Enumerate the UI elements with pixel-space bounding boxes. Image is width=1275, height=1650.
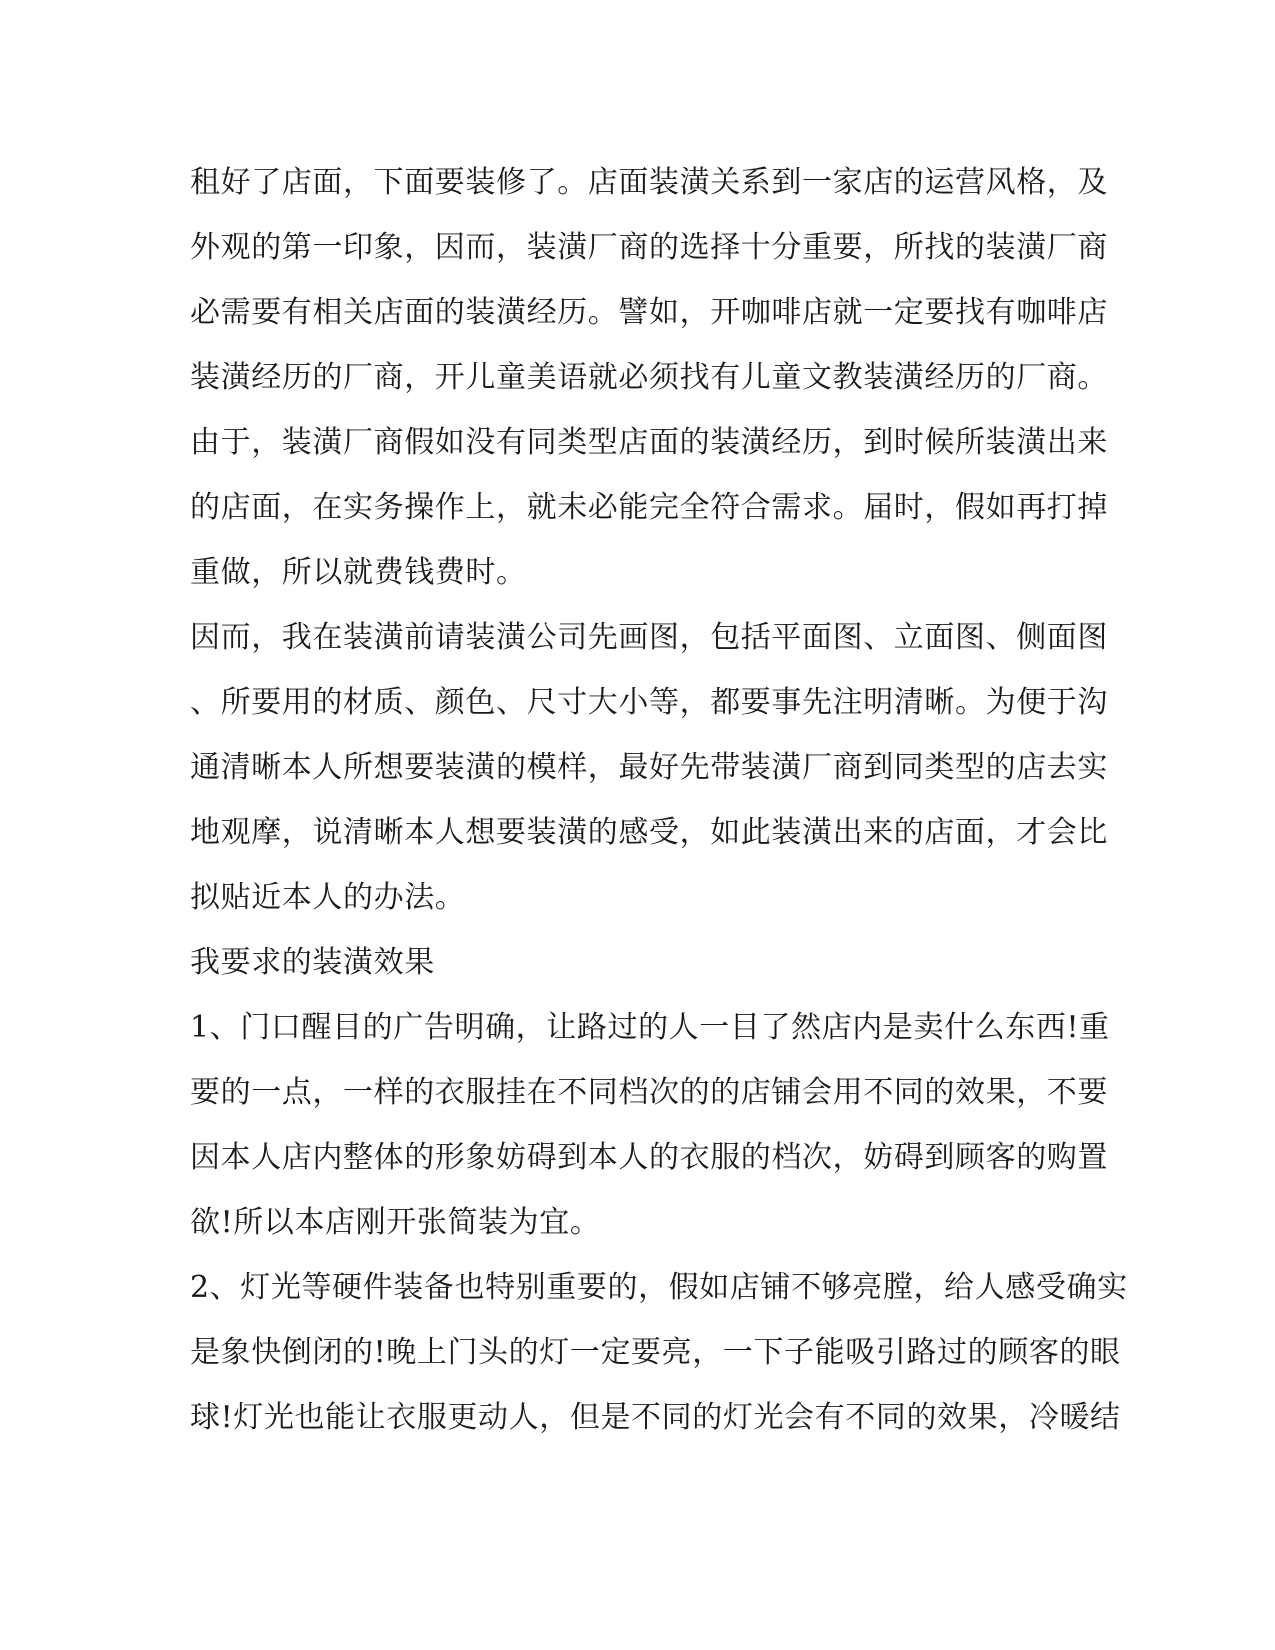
text-line: 要的一点，一样的衣服挂在不同档次的的店铺会用不同的效果，不要: [190, 1075, 1108, 1110]
text-line: 因而，我在装潢前请装潢公司先画图，包括平面图、立面图、侧面图: [190, 620, 1108, 655]
text-line: 的店面，在实务操作上，就未必能完全符合需求。届时，假如再打掉: [190, 490, 1108, 525]
text-line: 由于，装潢厂商假如没有同类型店面的装潢经历，到时候所装潢出来: [190, 425, 1108, 460]
text-line: 租好了店面，下面要装修了。店面装潢关系到一家店的运营风格，及: [190, 165, 1108, 200]
text-line: 必需要有相关店面的装潢经历。譬如，开咖啡店就一定要找有咖啡店: [190, 295, 1108, 330]
text-line: 1、门口醒目的广告明确，让路过的人一目了然店内是卖什么东西!重: [190, 1010, 1110, 1045]
text-line: 欲!所以本店刚开张简装为宜。: [190, 1205, 601, 1240]
text-line: 地观摩，说清晰本人想要装潢的感受，如此装潢出来的店面，才会比: [190, 815, 1108, 850]
text-line: 因本人店内整体的形象妨碍到本人的衣服的档次，妨碍到顾客的购置: [190, 1140, 1108, 1175]
text-line: 、所要用的材质、颜色、尺寸大小等，都要事先注明清晰。为便于沟: [190, 685, 1108, 720]
text-line: 重做，所以就费钱费时。: [190, 555, 527, 590]
text-line: 是象快倒闭的!晚上门头的灯一定要亮，一下子能吸引路过的顾客的眼: [190, 1335, 1121, 1370]
text-line: 2、灯光等硬件装备也特别重要的，假如店铺不够亮膛，给人感受确实: [190, 1270, 1128, 1305]
text-line: 通清晰本人所想要装潢的模样，最好先带装潢厂商到同类型的店去实: [190, 750, 1108, 785]
document-body: [190, 150, 1128, 1450]
section-heading: 我要求的装潢效果: [190, 945, 435, 980]
text-line: 外观的第一印象，因而，装潢厂商的选择十分重要，所找的装潢厂商: [190, 230, 1108, 265]
text-line: 球!灯光也能让衣服更动人，但是不同的灯光会有不同的效果，冷暖结: [190, 1400, 1121, 1435]
text-line: 拟贴近本人的办法。: [190, 880, 466, 915]
text-line: 装潢经历的厂商，开儿童美语就必须找有儿童文教装潢经历的厂商。: [190, 360, 1108, 395]
